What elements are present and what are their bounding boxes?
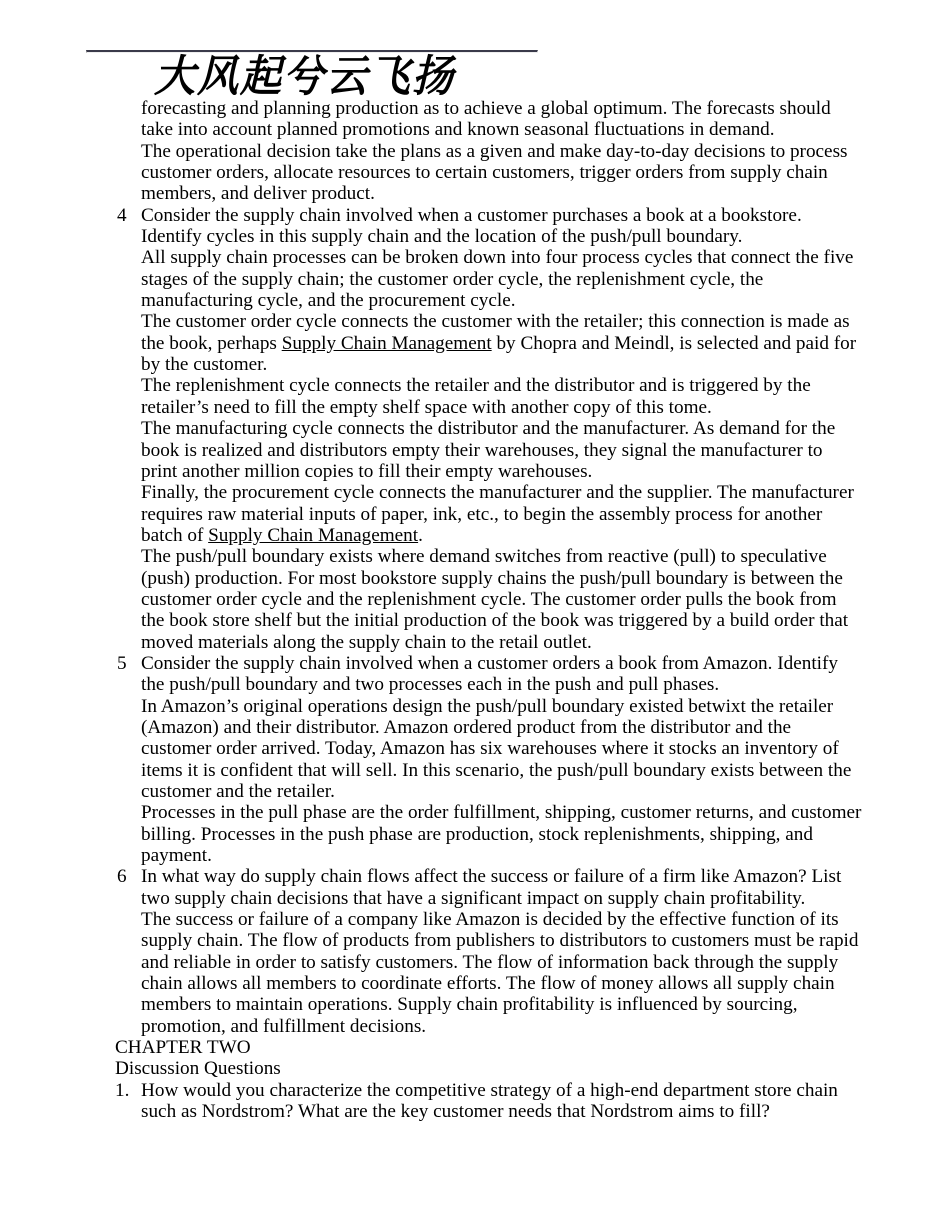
page-header	[86, 50, 536, 102]
list-item-text: Consider the supply chain involved when a customer purchases a book at a bookstore. Identify cycles in this supply chain and the location of the push/pull boundary.	[141, 204, 802, 248]
paragraph-manufacturing-cycle: The manufacturing cycle connects the distributor and the manufacturer. As demand for the book is realized and distributors empty their warehouses, they signal the manufacturer to print another million copies to fill their empty warehouses.	[141, 418, 836, 482]
list-marker: 6	[117, 866, 127, 888]
paragraph-four-process-cycles: All supply chain processes can be broken down into four process cycles that connect the five stages of the supply chain; the customer order cycle, the replenishment cycle, the manufacturing cycle, and the procurement cycle.	[141, 247, 854, 312]
text-run: The customer order cycle connects the customer with the retailer; this connection is made as the book, perhaps	[141, 311, 850, 354]
text-run: by Chopra and Meindl, is selected and paid for by the customer.	[141, 332, 857, 376]
paragraph-push-pull-boundary: The push/pull boundary exists where demand switches from reactive (pull) to speculative (push) production. For most bookstore supply chains the push/pull boundary is between the customer order cycle and the replenishment cycle. The customer order pulls the book from the book store shelf but the initial production of the book was triggered by a build order that moved materials along the supply chain to the retail outlet.	[141, 546, 849, 653]
paragraph-amazon-operations: In Amazon’s original operations design the push/pull boundary existed betwixt the retailer (Amazon) and their distributor. Amazon ordered product from the distributor and the customer order arrived. Today, Amazon has six warehouses where it stocks an inventory of items it is confident that will sell. In this scenario, the push/pull boundary exists between the customer and the retailer.	[141, 695, 852, 802]
chapter-heading: CHAPTER TWO	[115, 1037, 251, 1059]
list-item-text: How would you characterize the competitive strategy of a high-end department store chain such as Nordstrom? What are the key customer needs that Nordstrom aims to fill?	[141, 1079, 838, 1123]
paragraph-operational-decision: The operational decision take the plans as a given and make day-to-day decisions to process customer orders, allocate resources to certain customers, trigger orders from supply chain members, and deliver product.	[141, 140, 848, 205]
question-1	[115, 1080, 862, 1123]
paragraph-replenishment-cycle: The replenishment cycle connects the retailer and the distributor and is triggered by the retailer’s need to fill the empty shelf space with another copy of this tome.	[141, 375, 811, 418]
question-5	[117, 653, 862, 696]
paragraph-procurement-cycle	[141, 482, 862, 546]
header-calligraphy-text: 大风起兮云飞扬	[154, 50, 455, 102]
paragraph-amazon-success: The success or failure of a company like Amazon is decided by the effective function of its supply chain. The flow of products from publishers to distributors to customers must be rapid and reliable in order to satisfy customers. The flow of information back through the supply chain allows all members to coordinate efforts. The flow of money allows all supply chain members to maintain operations. Supply chain profitability is influenced by sourcing, promotion, and fulfillment decisions.	[141, 909, 859, 1037]
list-item-text: In what way do supply chain flows affect the success or failure of a firm like Amazon? List two supply chain decisions that have a significant impact on supply chain profitability.	[141, 866, 842, 909]
text-run: .	[418, 524, 423, 546]
paragraph-customer-order-cycle	[141, 311, 862, 375]
book-title-underlined: Supply Chain Management	[208, 524, 419, 546]
paragraph-forecasting: forecasting and planning production as to achieve a global optimum. The forecasts should take into account planned promotions and known seasonal fluctuations in demand.	[141, 98, 831, 141]
list-marker: 5	[117, 652, 127, 674]
list-marker: 1.	[115, 1079, 130, 1101]
question-4	[117, 205, 862, 248]
discussion-questions-heading: Discussion Questions	[115, 1058, 281, 1080]
list-marker: 4	[117, 204, 127, 226]
document-body	[0, 98, 950, 1123]
paragraph-pull-push-processes: Processes in the pull phase are the order fulfillment, shipping, customer returns, and customer billing. Processes in the push phase are production, stock replenishments, shipping, and payment.	[141, 802, 862, 867]
list-item-text: Consider the supply chain involved when a customer orders a book from Amazon. Identify the push/pull boundary and two processes each in the push and pull phases.	[141, 652, 838, 696]
book-title-underlined: Supply Chain Management	[281, 332, 492, 354]
question-6	[117, 866, 862, 909]
text-run: Finally, the procurement cycle connects the manufacturer and the supplier. The manufacturer requires raw material inputs of paper, ink, etc., to begin the assembly process for another batch of	[141, 482, 854, 546]
